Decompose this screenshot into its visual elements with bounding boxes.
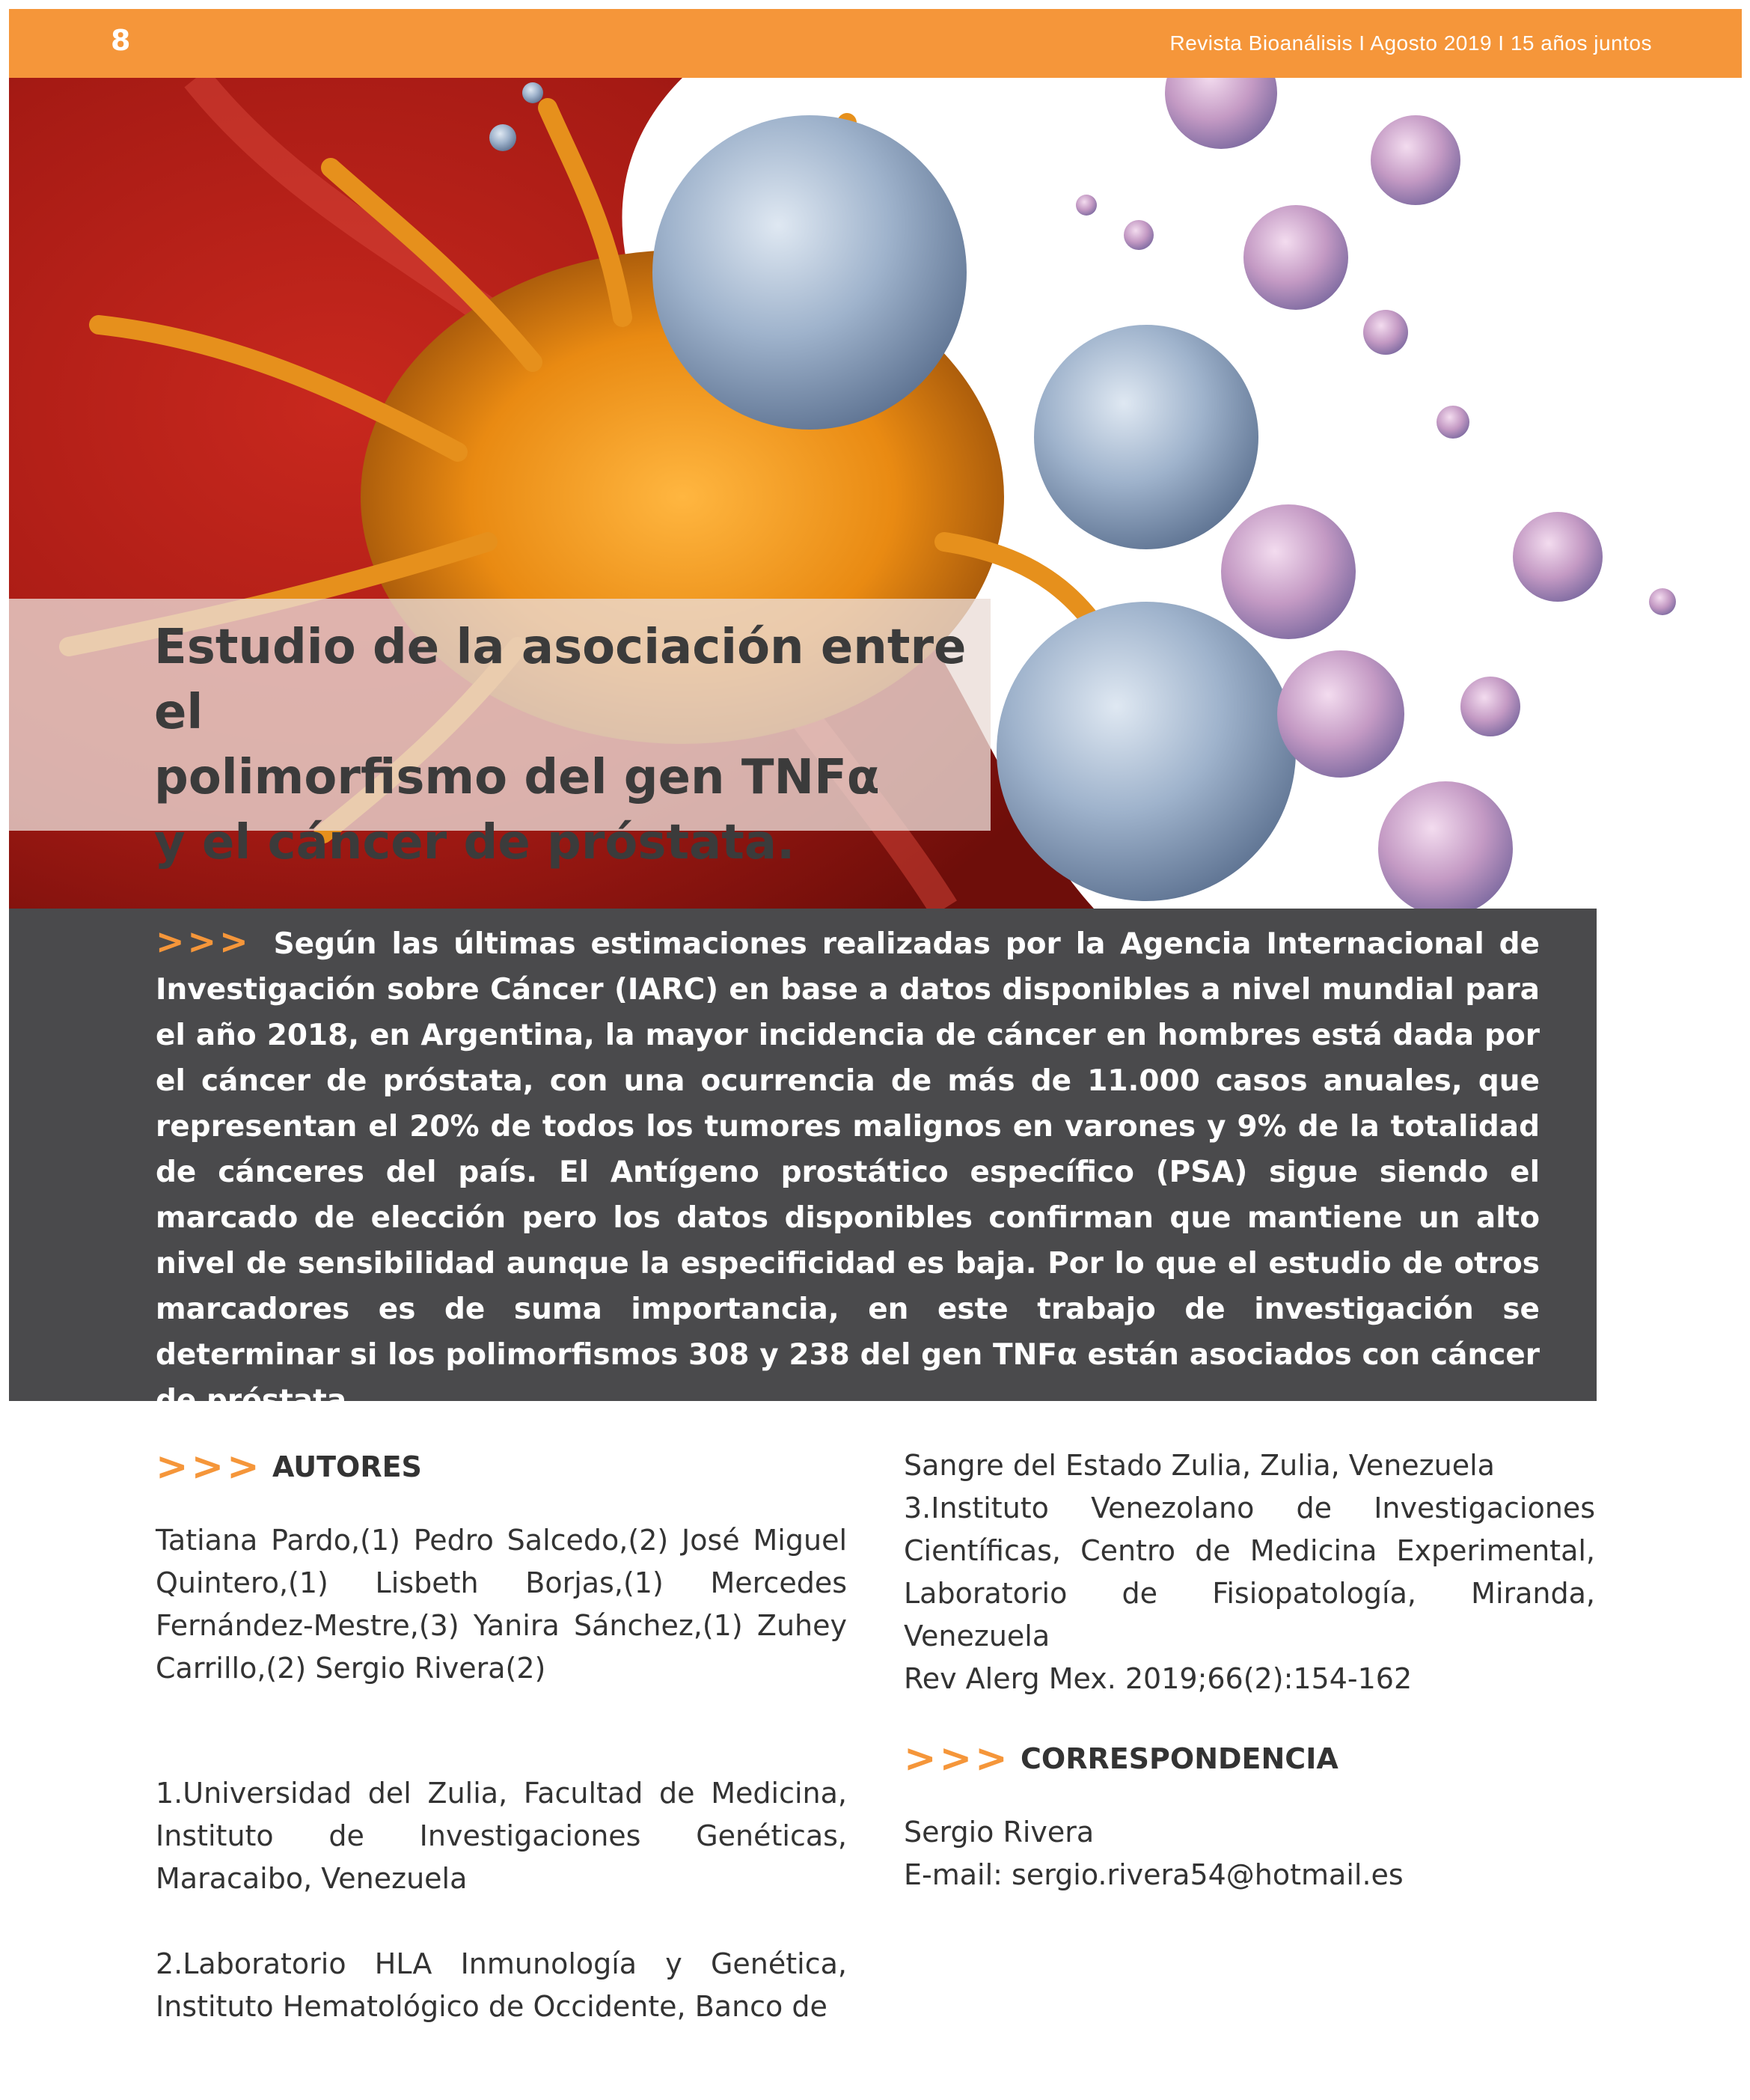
abstract-text [156,919,1540,1423]
correspondence-name: Sergio Rivera [904,1816,1095,1849]
page-number: 8 [111,24,131,57]
chevrons-icon: >>> [156,921,251,962]
affiliations-part1 [156,1730,847,2071]
affiliations-column [904,1444,1595,1896]
affiliation-3: 3.Instituto Venezolano de Investigaciones Científicas, Centro de Medicina Experimental, Laboratorio de Fisiopatología, Miranda, Venezuela [904,1492,1595,1652]
abstract-body: Según las últimas estimaciones realizadas por la Agencia Internacional de Investigación sobre Cáncer (IARC) en base a datos disponibles a nivel mundial para el año 2018, en Argentina, la mayor incidencia de cáncer en hombres está dada por el cáncer de próstata, con una ocurrencia de más de 11.000 casos anuales, que representan el 20% de todos los tumores malignos en varones y 9% de la totalidad de cánceres del país. El Antígeno prostático específico (PSA) sigue siendo el marcado de elección pero los datos disponibles confirman que mantiene un alto nivel de sensibilidad aunque la especificidad es baja. Por lo que el estudio de otros marcadores es de suma importancia, en este trabajo de investigación se determinar si los polimorfismos 308 y 238 del gen TNFα están asociados con cáncer de próstata. [156,927,1541,1417]
affiliation-2-part1: 2.Laboratorio HLA Inmunología y Genética, Instituto Hematológico de Occidente, Banco de [156,1947,847,2023]
authors-heading [156,1444,847,1489]
header-bar [9,9,1742,78]
running-head: Revista Bioanálisis I Agosto 2019 I 15 años juntos [1169,31,1652,55]
affiliation-1: 1.Universidad del Zulia, Facultad de Medicina, Instituto de Investigaciones Genéticas, Maracaibo, Venezuela [156,1777,847,1895]
affiliation-2-part2: Sangre del Estado Zulia, Zulia, Venezuela [904,1449,1495,1482]
correspondence-heading [904,1736,1595,1781]
chevrons-icon: >>> [156,1444,263,1489]
correspondence-email[interactable]: E-mail: sergio.rivera54@hotmail.es [904,1858,1404,1891]
article-title: Estudio de la asociación entre el polimorfismo del gen TNFα y el cáncer de próstata. [154,620,967,870]
authors-column [156,1444,847,2071]
correspondence-heading-label: CORRESPONDENCIA [1021,1742,1338,1775]
authors-heading-label: AUTORES [272,1450,422,1483]
chevrons-icon: >>> [904,1736,1011,1781]
citation: Rev Alerg Mex. 2019;66(2):154-162 [904,1662,1413,1695]
authors-list: Tatiana Pardo,(1) Pedro Salcedo,(2) José Miguel Quintero,(1) Lisbeth Borjas,(1) Mercedes Fernández-Mestre,(3) Yanira Sánchez,(1) Zuhey Carrillo,(2) Sergio Rivera(2) [156,1524,847,1685]
